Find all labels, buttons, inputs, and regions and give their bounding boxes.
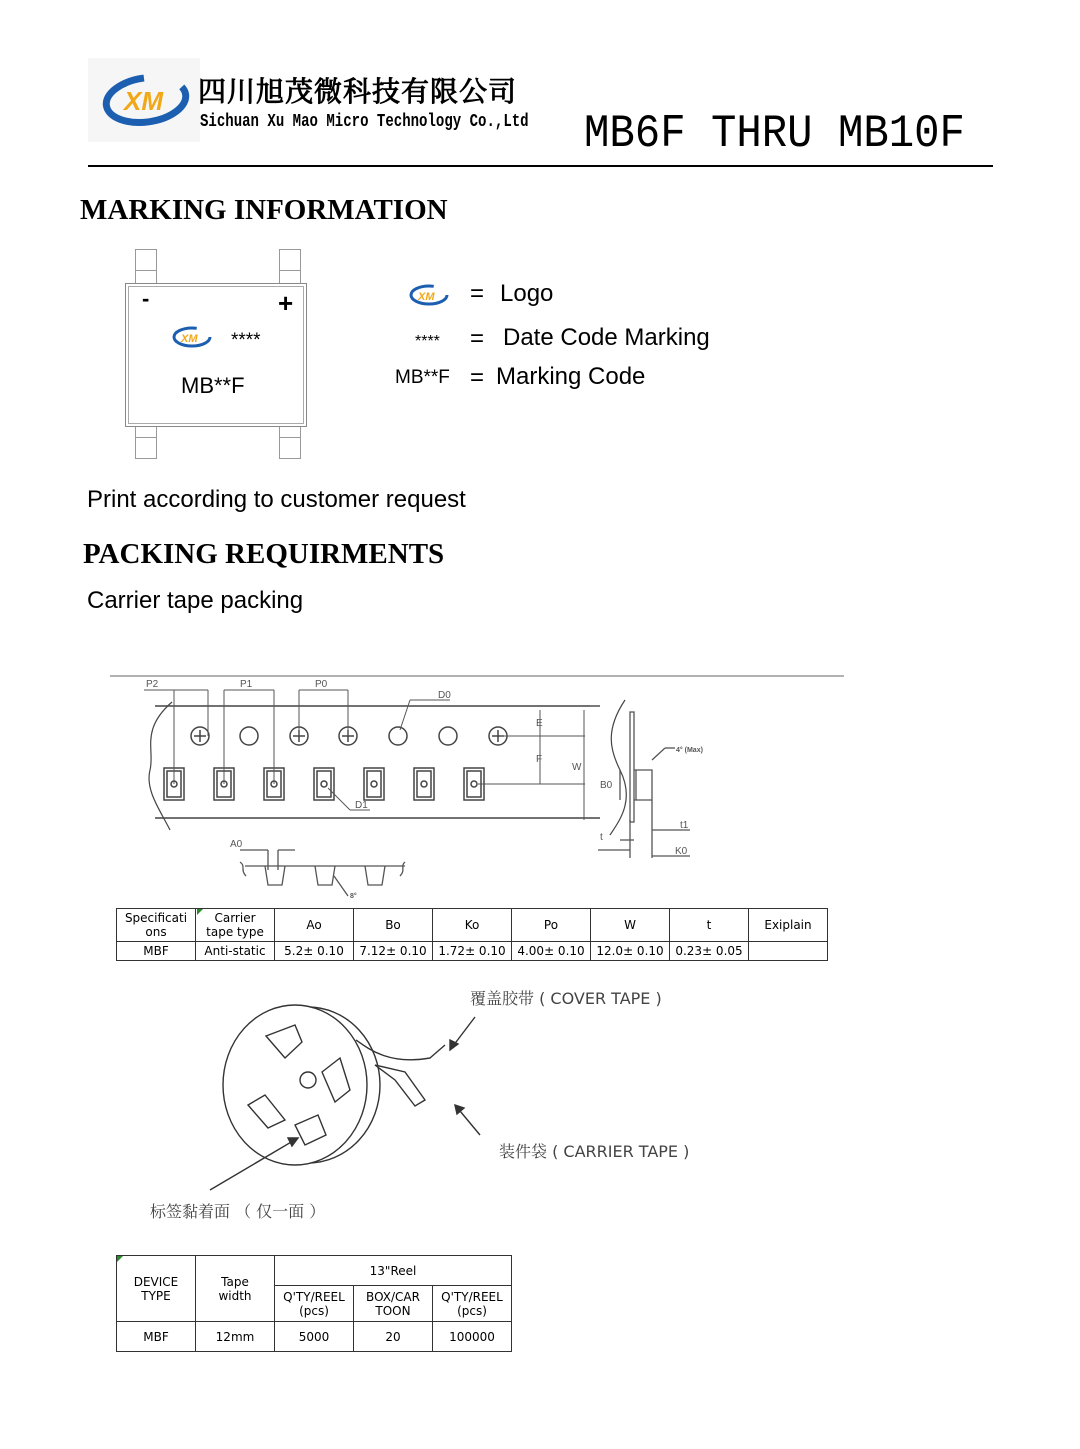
cell: 20 <box>354 1322 433 1352</box>
header-cell: Specificati ons <box>117 909 196 942</box>
document-title: MB6F THRU MB10F <box>584 108 965 160</box>
marking-code: MB**F <box>181 373 245 398</box>
header-cell: Exiplain <box>749 909 828 942</box>
cell: 12mm <box>196 1322 275 1352</box>
legend-equals-3: = <box>470 364 485 391</box>
table-header-row <box>117 1256 512 1286</box>
company-name-en: Sichuan Xu Mao Micro Technology Co.,Ltd <box>200 112 529 132</box>
svg-text:XM: XM <box>181 333 198 345</box>
cell: MBF <box>117 942 196 961</box>
cell-marker <box>197 909 203 915</box>
label-w: W <box>572 762 582 773</box>
header-cell: Ko <box>433 909 512 942</box>
label-b0: B0 <box>600 780 613 791</box>
table-header-row <box>117 909 828 942</box>
label-d0: D0 <box>438 690 451 701</box>
cell: 1.72± 0.10 <box>433 942 512 961</box>
svg-text:XM: XM <box>418 291 435 303</box>
header-cell: Ao <box>275 909 354 942</box>
sprocket-hole <box>240 727 258 745</box>
label-k0: K0 <box>675 846 688 857</box>
header-cell: W <box>591 909 670 942</box>
marking-heading: MARKING INFORMATION <box>80 194 448 226</box>
date-code-marking: **** <box>231 330 261 351</box>
legend-meaning-marking: Marking Code <box>496 363 646 390</box>
carrier-tape <box>375 1065 425 1106</box>
label-e: E <box>536 718 543 729</box>
reel-diagram <box>140 980 720 1225</box>
cell: 4.00± 0.10 <box>512 942 591 961</box>
header-cell-tape-width: Tape width <box>196 1256 275 1322</box>
cover-tape-label: 覆盖胶带 ( COVER TAPE ) <box>470 989 662 1008</box>
marking-note: Print according to customer request <box>87 486 466 513</box>
packing-subheading: Carrier tape packing <box>87 587 304 614</box>
label-f: F <box>536 754 543 765</box>
packing-heading: PACKING REQUIRMENTS <box>83 538 445 570</box>
header-cell: t <box>670 909 749 942</box>
cell: 7.12± 0.10 <box>354 942 433 961</box>
legend-equals-1: = <box>470 280 485 307</box>
header-divider <box>88 165 993 167</box>
cell: MBF <box>117 1322 196 1352</box>
package-lead-top-left <box>135 249 157 285</box>
qty-table-wrap <box>116 1255 512 1352</box>
package-lead-bottom-left <box>135 426 157 459</box>
cell-marker <box>117 1256 123 1262</box>
tape-break-left <box>149 702 172 830</box>
package-outline <box>125 283 307 427</box>
tape-spec-table <box>116 908 828 961</box>
label-d1: D1 <box>355 800 368 811</box>
cell: Anti-static <box>196 942 275 961</box>
header-cell: Po <box>512 909 591 942</box>
header-cell-qty-reel-2: Q'TY/REEL (pcs) <box>433 1286 512 1322</box>
company-logo <box>88 58 200 142</box>
header-cell-reel: 13"Reel <box>275 1256 512 1286</box>
xm-logo-icon <box>88 58 200 142</box>
carrier-tape-diagram <box>100 670 860 900</box>
label-p1: P1 <box>240 679 253 690</box>
header-cell: Carrier tape type <box>196 909 275 942</box>
label-p0: P0 <box>315 679 328 690</box>
pockets <box>164 768 484 800</box>
legend-symbol-date: **** <box>415 333 440 350</box>
label-t: t <box>600 832 603 843</box>
label-a0: A0 <box>230 839 243 850</box>
header-cell-qty-reel: Q'TY/REEL (pcs) <box>275 1286 354 1322</box>
logo-text: XM <box>124 86 163 116</box>
header-cell-device-type: DEVICE TYPE <box>117 1256 196 1322</box>
package-lead-bottom-right <box>279 426 301 459</box>
plus-terminal: + <box>278 288 294 318</box>
legend-meaning-logo: Logo <box>500 280 554 307</box>
company-name-cn: 四川旭茂微科技有限公司 <box>198 75 518 108</box>
sprocket-holes <box>191 727 507 745</box>
table-row <box>117 1322 512 1352</box>
legend-meaning-date: Date Code Marking <box>503 324 710 351</box>
carrier-tape-label: 装件袋 ( CARRIER TAPE ) <box>499 1142 690 1161</box>
tape-break-right <box>610 700 626 835</box>
sprocket-hole <box>389 727 407 745</box>
legend-equals-2: = <box>470 325 485 352</box>
label-t1: t1 <box>680 820 689 831</box>
label-angle-8: 8° <box>350 893 357 900</box>
tape-side-view <box>630 712 634 822</box>
label-angle-max: 4° (Max) <box>676 747 703 754</box>
xm-logo-icon <box>407 282 451 308</box>
header-cell: Bo <box>354 909 433 942</box>
label-side-label: 标签黏着面 （ 仅一面 ） <box>150 1202 326 1221</box>
cell: 12.0± 0.10 <box>591 942 670 961</box>
tape-spec-table-wrap <box>116 908 828 961</box>
cell: 5.2± 0.10 <box>275 942 354 961</box>
cell: 0.23± 0.05 <box>670 942 749 961</box>
legend-symbol-marking: MB**F <box>395 367 450 388</box>
package-lead-top-right <box>279 249 301 285</box>
cell: 100000 <box>433 1322 512 1352</box>
cell: 5000 <box>275 1322 354 1352</box>
xm-logo-icon <box>170 324 214 350</box>
qty-table <box>116 1255 512 1352</box>
label-p2: P2 <box>146 679 159 690</box>
minus-terminal: - <box>142 286 150 311</box>
table-row <box>117 942 828 961</box>
header-cell-box-carton: BOX/CAR TOON <box>354 1286 433 1322</box>
cell <box>749 942 828 961</box>
sprocket-hole <box>439 727 457 745</box>
